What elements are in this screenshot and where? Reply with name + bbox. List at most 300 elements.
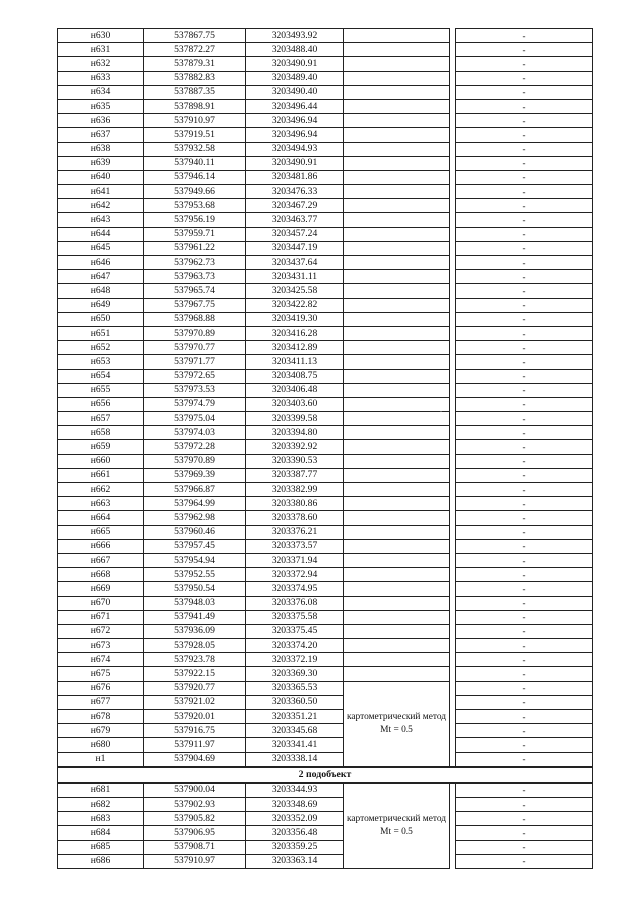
dash-cell: -: [456, 43, 593, 57]
dash-cell: -: [456, 355, 593, 369]
dash-cell: -: [456, 653, 593, 667]
table-row: [58, 355, 593, 369]
method-cell: [344, 29, 450, 43]
coordinates-document: [57, 28, 592, 869]
method-cell: [344, 355, 450, 369]
y-coordinate-cell: 3203463.77: [246, 213, 344, 227]
y-coordinate-cell: 3203437.64: [246, 256, 344, 270]
table-row: [58, 170, 593, 184]
y-coordinate-cell: 3203416.28: [246, 326, 344, 340]
method-cell: [344, 128, 450, 142]
y-coordinate-cell: 3203494.93: [246, 142, 344, 156]
dash-cell: -: [456, 412, 593, 426]
dash-cell: -: [456, 840, 593, 854]
table-row: [58, 227, 593, 241]
x-coordinate-cell: 537962.73: [144, 256, 246, 270]
x-coordinate-cell: 537882.83: [144, 71, 246, 85]
point-id-cell: н666: [58, 539, 144, 553]
table-row: [58, 284, 593, 298]
point-id-cell: н649: [58, 298, 144, 312]
y-coordinate-cell: 3203374.20: [246, 639, 344, 653]
table-row: [58, 71, 593, 85]
y-coordinate-cell: 3203363.14: [246, 854, 344, 868]
method-cell: [344, 596, 450, 610]
table-row: [58, 468, 593, 482]
point-id-cell: н678: [58, 710, 144, 724]
x-coordinate-cell: 537950.54: [144, 582, 246, 596]
point-id-cell: н635: [58, 99, 144, 113]
x-coordinate-cell: 537898.91: [144, 99, 246, 113]
y-coordinate-cell: 3203372.94: [246, 568, 344, 582]
table-row: [58, 653, 593, 667]
x-coordinate-cell: 537948.03: [144, 596, 246, 610]
x-coordinate-cell: 537920.01: [144, 710, 246, 724]
method-cell: [344, 170, 450, 184]
point-id-cell: н656: [58, 397, 144, 411]
dash-cell: -: [456, 724, 593, 738]
method-cell: [344, 539, 450, 553]
point-id-cell: н653: [58, 355, 144, 369]
point-id-cell: н647: [58, 270, 144, 284]
y-coordinate-cell: 3203351.21: [246, 710, 344, 724]
point-id-cell: н633: [58, 71, 144, 85]
dash-cell: -: [456, 454, 593, 468]
table-row: [58, 681, 593, 695]
x-coordinate-cell: 537962.98: [144, 511, 246, 525]
y-coordinate-cell: 3203425.58: [246, 284, 344, 298]
dash-cell: -: [456, 568, 593, 582]
y-coordinate-cell: 3203490.91: [246, 156, 344, 170]
method-cell: [344, 383, 450, 397]
method-cell: [344, 284, 450, 298]
point-id-cell: н638: [58, 142, 144, 156]
x-coordinate-cell: 537953.68: [144, 199, 246, 213]
x-coordinate-cell: 537964.99: [144, 497, 246, 511]
dash-cell: -: [456, 610, 593, 624]
dash-cell: -: [456, 695, 593, 709]
dash-cell: -: [456, 497, 593, 511]
table-row: [58, 256, 593, 270]
table-row: [58, 511, 593, 525]
table-row: [58, 695, 593, 709]
method-cell: [344, 57, 450, 71]
x-coordinate-cell: 537928.05: [144, 639, 246, 653]
method-cell: [344, 213, 450, 227]
table-row: [58, 341, 593, 355]
point-id-cell: н640: [58, 170, 144, 184]
table-row: [58, 156, 593, 170]
x-coordinate-cell: 537970.89: [144, 454, 246, 468]
method-text-cell: картометрический метод Mt = 0.5: [344, 681, 450, 767]
y-coordinate-cell: 3203373.57: [246, 539, 344, 553]
method-cell: [344, 440, 450, 454]
point-id-cell: н646: [58, 256, 144, 270]
point-id-cell: н674: [58, 653, 144, 667]
point-id-cell: н663: [58, 497, 144, 511]
x-coordinate-cell: 537965.74: [144, 284, 246, 298]
dash-cell: -: [456, 639, 593, 653]
y-coordinate-cell: 3203352.09: [246, 812, 344, 826]
point-id-cell: н637: [58, 128, 144, 142]
y-coordinate-cell: 3203488.40: [246, 43, 344, 57]
method-cell: [344, 497, 450, 511]
table-row: [58, 667, 593, 681]
method-cell: [344, 227, 450, 241]
x-coordinate-cell: 537905.82: [144, 812, 246, 826]
method-cell: [344, 667, 450, 681]
x-coordinate-cell: 537879.31: [144, 57, 246, 71]
method-cell: [344, 71, 450, 85]
table-row: [58, 312, 593, 326]
y-coordinate-cell: 3203490.40: [246, 85, 344, 99]
point-id-cell: н662: [58, 483, 144, 497]
y-coordinate-cell: 3203356.48: [246, 826, 344, 840]
x-coordinate-cell: 537906.95: [144, 826, 246, 840]
table-row: [58, 85, 593, 99]
y-coordinate-cell: 3203380.86: [246, 497, 344, 511]
dash-cell: -: [456, 383, 593, 397]
x-coordinate-cell: 537966.87: [144, 483, 246, 497]
table-row: [58, 812, 593, 826]
dash-cell: -: [456, 440, 593, 454]
coordinates-table-body: [58, 29, 593, 869]
table-row: [58, 525, 593, 539]
table-row: [58, 826, 593, 840]
point-id-cell: н668: [58, 568, 144, 582]
y-coordinate-cell: 3203378.60: [246, 511, 344, 525]
dash-cell: -: [456, 738, 593, 752]
table-row: [58, 797, 593, 811]
y-coordinate-cell: 3203375.58: [246, 610, 344, 624]
method-cell: [344, 412, 450, 426]
dash-cell: -: [456, 185, 593, 199]
method-cell: [344, 525, 450, 539]
y-coordinate-cell: 3203412.89: [246, 341, 344, 355]
method-cell: [344, 185, 450, 199]
table-row: [58, 142, 593, 156]
x-coordinate-cell: 537920.77: [144, 681, 246, 695]
table-row: [58, 270, 593, 284]
point-id-cell: н664: [58, 511, 144, 525]
x-coordinate-cell: 537974.79: [144, 397, 246, 411]
dash-cell: -: [456, 213, 593, 227]
x-coordinate-cell: 537952.55: [144, 568, 246, 582]
y-coordinate-cell: 3203341.41: [246, 738, 344, 752]
dash-cell: -: [456, 624, 593, 638]
dash-cell: -: [456, 256, 593, 270]
method-cell: [344, 85, 450, 99]
table-row: [58, 553, 593, 567]
point-id-cell: н644: [58, 227, 144, 241]
x-coordinate-cell: 537910.97: [144, 854, 246, 868]
x-coordinate-cell: 537946.14: [144, 170, 246, 184]
method-cell: [344, 312, 450, 326]
dash-cell: -: [456, 199, 593, 213]
y-coordinate-cell: 3203360.50: [246, 695, 344, 709]
dash-cell: -: [456, 114, 593, 128]
dash-cell: -: [456, 227, 593, 241]
y-coordinate-cell: 3203376.21: [246, 525, 344, 539]
dash-cell: -: [456, 341, 593, 355]
y-coordinate-cell: 3203345.68: [246, 724, 344, 738]
method-cell: [344, 270, 450, 284]
table-row: [58, 854, 593, 868]
dash-cell: -: [456, 596, 593, 610]
y-coordinate-cell: 3203408.75: [246, 369, 344, 383]
point-id-cell: н680: [58, 738, 144, 752]
point-id-cell: н650: [58, 312, 144, 326]
dash-cell: -: [456, 539, 593, 553]
method-cell: [344, 99, 450, 113]
y-coordinate-cell: 3203348.69: [246, 797, 344, 811]
y-coordinate-cell: 3203403.60: [246, 397, 344, 411]
table-row: [58, 185, 593, 199]
x-coordinate-cell: 537919.51: [144, 128, 246, 142]
point-id-cell: н675: [58, 667, 144, 681]
table-row: [58, 326, 593, 340]
method-cell: [344, 298, 450, 312]
method-text-cell: картометрический метод Mt = 0.5: [344, 783, 450, 869]
point-id-cell: н654: [58, 369, 144, 383]
y-coordinate-cell: 3203374.95: [246, 582, 344, 596]
point-id-cell: н672: [58, 624, 144, 638]
point-id-cell: н1: [58, 752, 144, 767]
x-coordinate-cell: 537967.75: [144, 298, 246, 312]
x-coordinate-cell: 537968.88: [144, 312, 246, 326]
point-id-cell: н657: [58, 412, 144, 426]
method-cell: [344, 256, 450, 270]
table-row: [58, 483, 593, 497]
point-id-cell: н665: [58, 525, 144, 539]
dash-cell: -: [456, 270, 593, 284]
method-cell: [344, 341, 450, 355]
y-coordinate-cell: 3203496.94: [246, 114, 344, 128]
table-row: [58, 199, 593, 213]
dash-cell: -: [456, 582, 593, 596]
x-coordinate-cell: 537974.03: [144, 426, 246, 440]
y-coordinate-cell: 3203481.86: [246, 170, 344, 184]
y-coordinate-cell: 3203457.24: [246, 227, 344, 241]
coordinates-table: [57, 28, 593, 869]
table-row: [58, 298, 593, 312]
table-row: [58, 610, 593, 624]
table-row: [58, 241, 593, 255]
point-id-cell: н684: [58, 826, 144, 840]
x-coordinate-cell: 537911.97: [144, 738, 246, 752]
y-coordinate-cell: 3203344.93: [246, 783, 344, 798]
dash-cell: -: [456, 525, 593, 539]
point-id-cell: н677: [58, 695, 144, 709]
x-coordinate-cell: 537916.75: [144, 724, 246, 738]
y-coordinate-cell: 3203496.94: [246, 128, 344, 142]
y-coordinate-cell: 3203376.08: [246, 596, 344, 610]
table-row: [58, 783, 593, 798]
method-cell: [344, 369, 450, 383]
y-coordinate-cell: 3203394.80: [246, 426, 344, 440]
table-row: [58, 57, 593, 71]
y-coordinate-cell: 3203371.94: [246, 553, 344, 567]
y-coordinate-cell: 3203382.99: [246, 483, 344, 497]
x-coordinate-cell: 537970.77: [144, 341, 246, 355]
y-coordinate-cell: 3203359.25: [246, 840, 344, 854]
x-coordinate-cell: 537961.22: [144, 241, 246, 255]
x-coordinate-cell: 537963.73: [144, 270, 246, 284]
dash-cell: -: [456, 284, 593, 298]
point-id-cell: н673: [58, 639, 144, 653]
table-row: [58, 497, 593, 511]
table-row: [58, 43, 593, 57]
y-coordinate-cell: 3203447.19: [246, 241, 344, 255]
dash-cell: -: [456, 553, 593, 567]
method-cell: [344, 568, 450, 582]
point-id-cell: н655: [58, 383, 144, 397]
dash-cell: -: [456, 752, 593, 767]
y-coordinate-cell: 3203476.33: [246, 185, 344, 199]
x-coordinate-cell: 537887.35: [144, 85, 246, 99]
dash-cell: -: [456, 681, 593, 695]
table-row: [58, 426, 593, 440]
y-coordinate-cell: 3203372.19: [246, 653, 344, 667]
table-row: [58, 568, 593, 582]
method-cell: [344, 582, 450, 596]
dash-cell: -: [456, 369, 593, 383]
x-coordinate-cell: 537970.89: [144, 326, 246, 340]
y-coordinate-cell: 3203411.13: [246, 355, 344, 369]
y-coordinate-cell: 3203419.30: [246, 312, 344, 326]
point-id-cell: н679: [58, 724, 144, 738]
y-coordinate-cell: 3203431.11: [246, 270, 344, 284]
point-id-cell: н670: [58, 596, 144, 610]
table-row: [58, 440, 593, 454]
y-coordinate-cell: 3203406.48: [246, 383, 344, 397]
y-coordinate-cell: 3203490.91: [246, 57, 344, 71]
point-id-cell: н661: [58, 468, 144, 482]
y-coordinate-cell: 3203390.53: [246, 454, 344, 468]
x-coordinate-cell: 537972.28: [144, 440, 246, 454]
method-cell: [344, 511, 450, 525]
table-row: [58, 29, 593, 43]
x-coordinate-cell: 537904.69: [144, 752, 246, 767]
table-row: [58, 369, 593, 383]
x-coordinate-cell: 537960.46: [144, 525, 246, 539]
x-coordinate-cell: 537908.71: [144, 840, 246, 854]
table-row: [58, 539, 593, 553]
dash-cell: -: [456, 142, 593, 156]
method-cell: [344, 114, 450, 128]
table-row: [58, 752, 593, 767]
x-coordinate-cell: 537900.04: [144, 783, 246, 798]
x-coordinate-cell: 537923.78: [144, 653, 246, 667]
section-title: 2 подобъект: [58, 767, 593, 783]
section-title-row: [58, 767, 593, 783]
point-id-cell: н642: [58, 199, 144, 213]
x-coordinate-cell: 537872.27: [144, 43, 246, 57]
dash-cell: -: [456, 156, 593, 170]
x-coordinate-cell: 537957.45: [144, 539, 246, 553]
table-row: [58, 639, 593, 653]
x-coordinate-cell: 537969.39: [144, 468, 246, 482]
y-coordinate-cell: 3203489.40: [246, 71, 344, 85]
point-id-cell: н660: [58, 454, 144, 468]
dash-cell: -: [456, 812, 593, 826]
dash-cell: -: [456, 667, 593, 681]
method-cell: [344, 553, 450, 567]
method-cell: [344, 639, 450, 653]
method-cell: [344, 326, 450, 340]
point-id-cell: н676: [58, 681, 144, 695]
point-id-cell: н682: [58, 797, 144, 811]
table-row: [58, 454, 593, 468]
method-cell: [344, 468, 450, 482]
x-coordinate-cell: 537971.77: [144, 355, 246, 369]
dash-cell: -: [456, 397, 593, 411]
point-id-cell: н681: [58, 783, 144, 798]
x-coordinate-cell: 537940.11: [144, 156, 246, 170]
x-coordinate-cell: 537954.94: [144, 553, 246, 567]
table-row: [58, 710, 593, 724]
point-id-cell: н641: [58, 185, 144, 199]
y-coordinate-cell: 3203365.53: [246, 681, 344, 695]
dash-cell: -: [456, 71, 593, 85]
method-cell: [344, 199, 450, 213]
table-row: [58, 596, 593, 610]
y-coordinate-cell: 3203399.58: [246, 412, 344, 426]
table-row: [58, 624, 593, 638]
x-coordinate-cell: 537956.19: [144, 213, 246, 227]
point-id-cell: н648: [58, 284, 144, 298]
dash-cell: -: [456, 426, 593, 440]
method-cell: [344, 483, 450, 497]
y-coordinate-cell: 3203496.44: [246, 99, 344, 113]
table-row: [58, 738, 593, 752]
dash-cell: -: [456, 170, 593, 184]
table-row: [58, 724, 593, 738]
point-id-cell: н636: [58, 114, 144, 128]
table-row: [58, 412, 593, 426]
point-id-cell: н667: [58, 553, 144, 567]
table-row: [58, 397, 593, 411]
point-id-cell: н685: [58, 840, 144, 854]
x-coordinate-cell: 537922.15: [144, 667, 246, 681]
dash-cell: -: [456, 710, 593, 724]
method-cell: [344, 241, 450, 255]
y-coordinate-cell: 3203493.92: [246, 29, 344, 43]
y-coordinate-cell: 3203375.45: [246, 624, 344, 638]
x-coordinate-cell: 537921.02: [144, 695, 246, 709]
y-coordinate-cell: 3203387.77: [246, 468, 344, 482]
method-cell: [344, 624, 450, 638]
table-row: [58, 128, 593, 142]
method-cell: [344, 426, 450, 440]
point-id-cell: н631: [58, 43, 144, 57]
method-cell: [344, 156, 450, 170]
method-cell: [344, 653, 450, 667]
dash-cell: -: [456, 854, 593, 868]
dash-cell: -: [456, 241, 593, 255]
point-id-cell: н658: [58, 426, 144, 440]
point-id-cell: н683: [58, 812, 144, 826]
table-row: [58, 582, 593, 596]
point-id-cell: н632: [58, 57, 144, 71]
dash-cell: -: [456, 483, 593, 497]
dash-cell: -: [456, 298, 593, 312]
point-id-cell: н639: [58, 156, 144, 170]
dash-cell: -: [456, 57, 593, 71]
scan-mark: [440, 411, 442, 412]
x-coordinate-cell: 537932.58: [144, 142, 246, 156]
x-coordinate-cell: 537902.93: [144, 797, 246, 811]
method-cell: [344, 610, 450, 624]
